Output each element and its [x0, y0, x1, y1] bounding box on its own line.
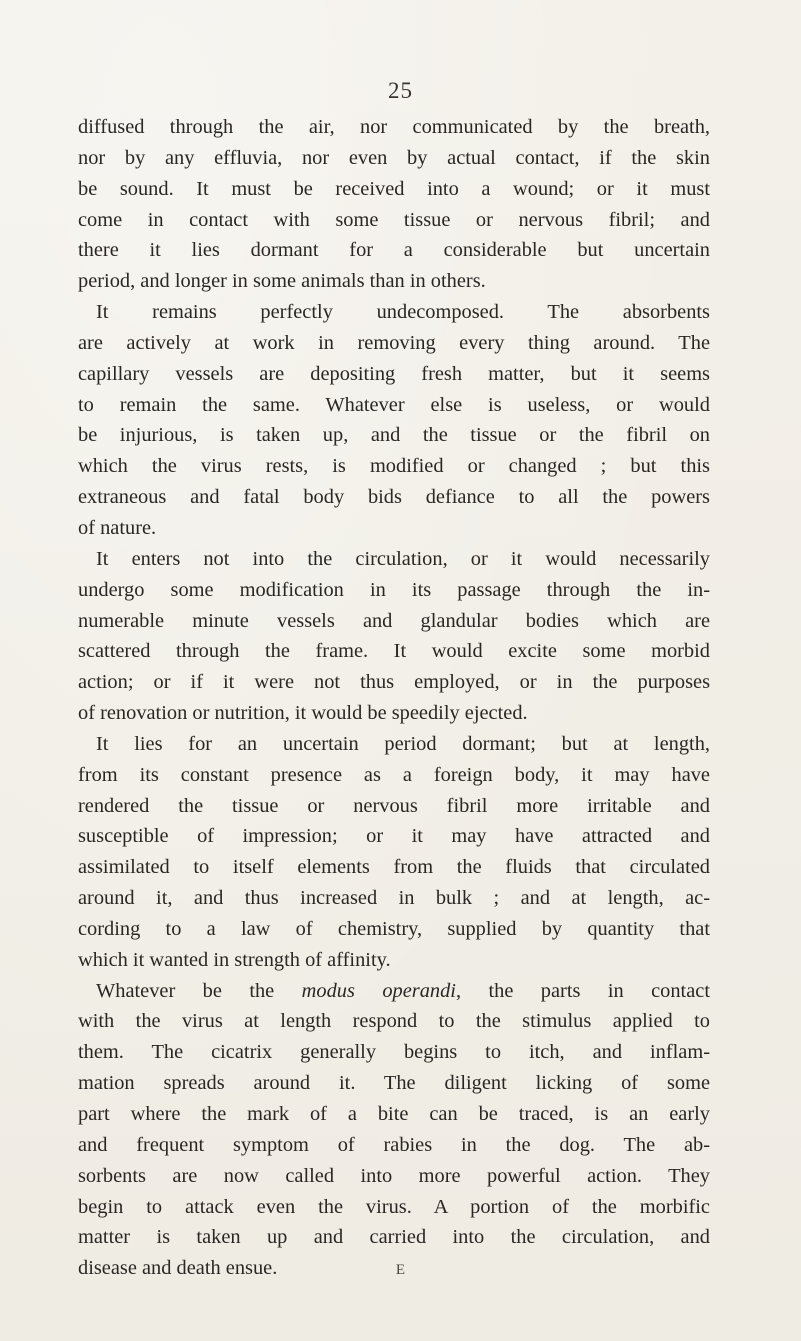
body-text: [78, 112, 710, 1284]
text-line: them. The cicatrix generally begins to itch, and inflam-: [78, 1041, 710, 1064]
paragraph: [78, 976, 710, 1284]
text-line: which the virus rests, is modified or changed ; but this: [78, 455, 710, 478]
text-line: are actively at work in removing every thing around. The: [78, 331, 710, 354]
text-line: which it wanted in strength of affinity.: [78, 948, 391, 971]
text-line: from its constant presence as a foreign body, it may have: [78, 763, 710, 786]
text-line: of renovation or nutrition, it would be speedily ejected.: [78, 702, 528, 725]
text-line: and frequent symptom of rabies in the dog. The ab-: [78, 1133, 710, 1156]
text-line: scattered through the frame. It would excite some morbid: [78, 640, 710, 663]
text-line: to remain the same. Whatever else is useless, or would: [78, 393, 710, 416]
text-line: cording to a law of chemistry, supplied by quantity that: [78, 917, 710, 940]
text-line: be injurious, is taken up, and the tissue or the fibril on: [78, 424, 710, 447]
text-line: capillary vessels are depositing fresh matter, but it seems: [78, 362, 710, 385]
paragraph: [78, 112, 710, 297]
text-line: Whatever be the modus operandi, the parts in contact: [96, 979, 710, 1002]
text-line: It lies for an uncertain period dormant; but at length,: [96, 732, 710, 755]
page-number: 25: [388, 78, 413, 103]
paragraph: [78, 729, 710, 976]
text-line: action; or if it were not thus employed, or in the purposes: [78, 671, 710, 694]
text-line: begin to attack even the virus. A portion of the morbific: [78, 1195, 710, 1218]
text-line: diffused through the air, nor communicated by the breath,: [78, 116, 710, 138]
text-line: susceptible of impression; or it may have attracted and: [78, 825, 710, 848]
text-line: be sound. It must be received into a wound; or it must: [78, 177, 710, 200]
text-line: come in contact with some tissue or nervous fibril; and: [78, 208, 710, 231]
text-line: numerable minute vessels and glandular bodies which are: [78, 609, 710, 632]
text-line: rendered the tissue or nervous fibril more irritable and: [78, 794, 710, 817]
paragraph: [78, 297, 710, 544]
text-line: part where the mark of a bite can be traced, is an early: [78, 1103, 710, 1125]
text-line: of nature.: [78, 516, 157, 539]
text-line: matter is taken up and carried into the circulation, and: [78, 1226, 710, 1249]
signature-mark: E: [395, 1262, 406, 1278]
text-line: around it, and thus increased in bulk ; and at length, ac-: [78, 887, 710, 910]
text-line: mation spreads around it. The diligent licking of some: [78, 1072, 710, 1095]
text-line: with the virus at length respond to the stimulus applied to: [78, 1010, 710, 1033]
text-line: It enters not into the circulation, or it would necessarily: [96, 547, 710, 570]
text-line: undergo some modification in its passage through the in-: [78, 578, 710, 601]
text-line: disease and death ensue.: [78, 1257, 278, 1280]
text-line: assimilated to itself elements from the fluids that circulated: [78, 856, 710, 879]
text-line: nor by any effluvia, nor even by actual contact, if the skin: [78, 146, 710, 169]
text-line: period, and longer in some animals than in others.: [78, 270, 486, 293]
text-line: there it lies dormant for a considerable but uncertain: [78, 239, 710, 262]
text-line: It remains perfectly undecomposed. The absorbents: [96, 301, 710, 324]
text-line: sorbents are now called into more powerful action. They: [78, 1164, 710, 1187]
paragraph: [78, 544, 710, 729]
text-line: extraneous and fatal body bids defiance to all the powers: [78, 486, 710, 509]
